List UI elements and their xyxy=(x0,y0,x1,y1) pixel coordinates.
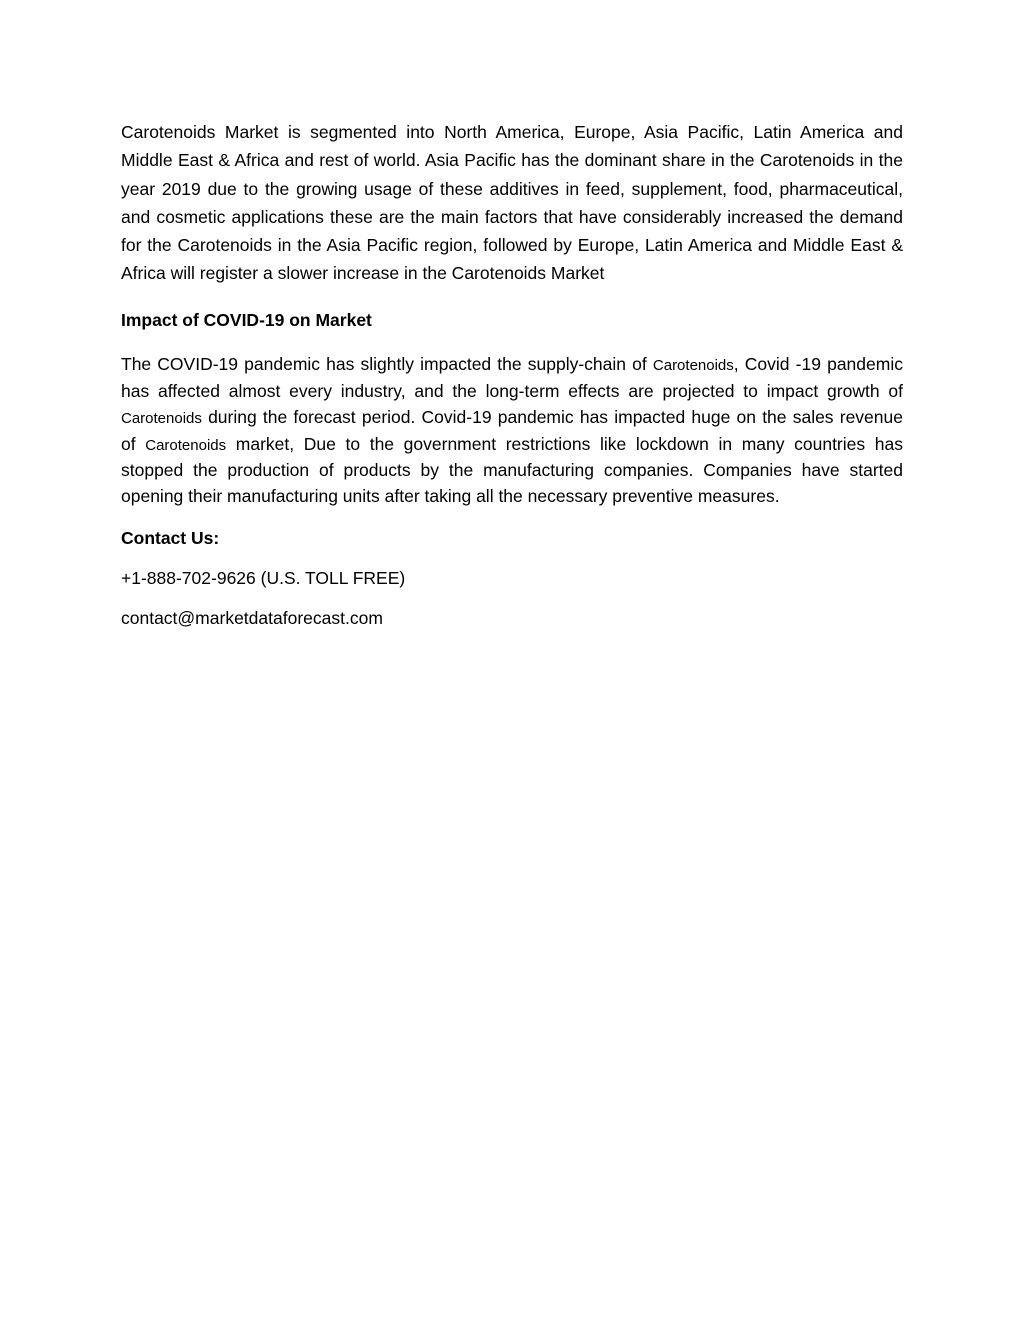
carotenoids-term: Carotenoids xyxy=(145,436,227,454)
covid-text-part-1: The COVID-19 pandemic has slightly impacted the supply-chain of xyxy=(121,353,653,374)
market-segmentation-paragraph: Carotenoids Market is segmented into North America, Europe, Asia Pacific, Latin America and Middle East & Africa and rest of world. Asia Pacific has the dominant share in the Carotenoids in the year 2019 due to the growing usage of these additives in feed, supplement, food, pharmaceutical, and cosmetic applications these are the main factors that have considerably increased the demand for the Carotenoids in the Asia Pacific region, followed by Europe, Latin America and Middle East & Africa will register a slower increase in the Carotenoids Market xyxy=(121,122,903,284)
contact-phone[interactable]: +1-888-702-9626 (U.S. TOLL FREE) xyxy=(121,568,406,589)
carotenoids-term: Carotenoids xyxy=(121,409,202,427)
contact-us-heading: Contact Us: xyxy=(121,528,220,549)
covid-impact-paragraph xyxy=(121,352,903,510)
covid-impact-heading: Impact of COVID-19 on Market xyxy=(121,309,372,330)
covid-text-part-3: during the forecast period. Covid-19 pandemic has impacted huge on the sales revenue of xyxy=(121,406,903,454)
contact-email[interactable]: contact@marketdataforecast.com xyxy=(121,608,383,629)
covid-text-part-2: , Covid -19 pandemic has affected almost every industry, and the long-term effects are projected to impact growth of xyxy=(121,353,903,401)
covid-text-part-4: market, Due to the government restrictions like lockdown in many countries has stopped the production of products by the manufacturing companies. Companies have started opening their manufacturing units after taking all the necessary preventive measures. xyxy=(121,433,903,507)
document-content xyxy=(121,118,903,630)
carotenoids-term: Carotenoids xyxy=(652,356,734,374)
